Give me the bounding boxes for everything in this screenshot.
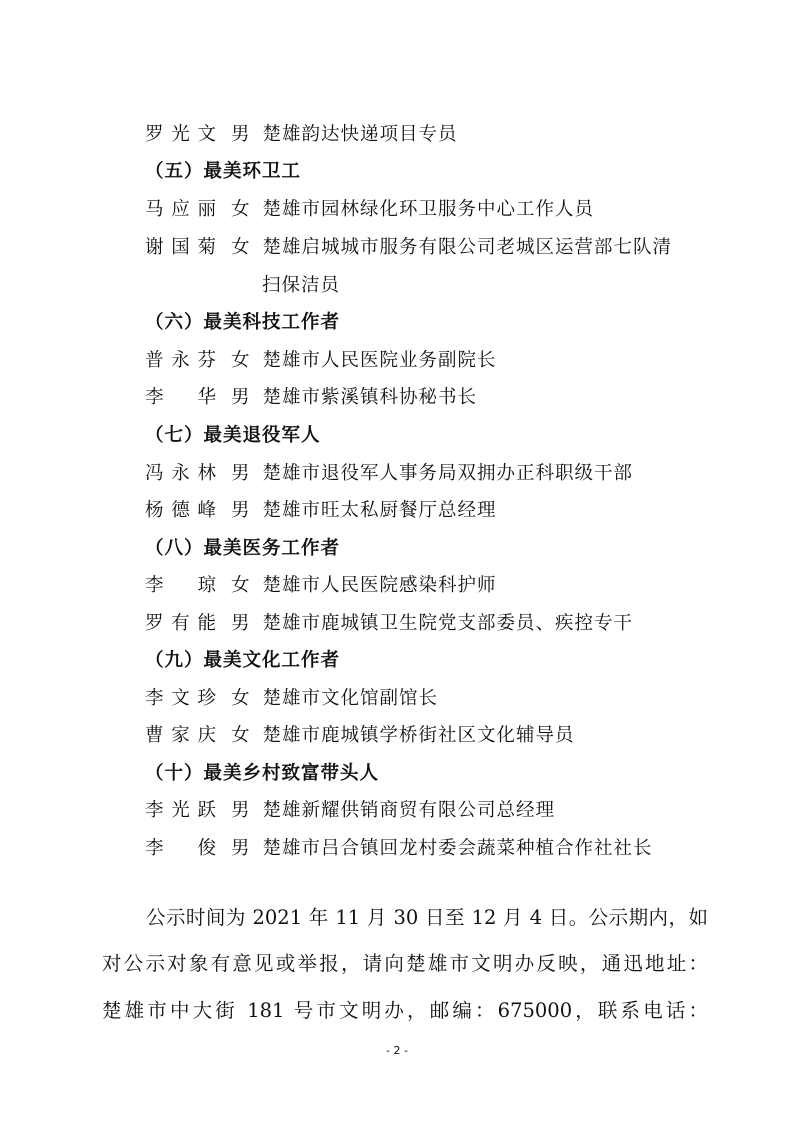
person-name: 杨德峰 bbox=[145, 500, 217, 521]
person-desc: 楚雄市旺太私厨餐厅总经理 bbox=[262, 500, 497, 521]
person-gender: 男 bbox=[231, 463, 251, 484]
person-name: 罗光文 bbox=[145, 124, 217, 145]
entry-line bbox=[145, 236, 704, 260]
person-desc: 楚雄市鹿城镇卫生院党支部委员、疾控专干 bbox=[262, 613, 634, 634]
section-heading: （九）最美文化工作者 bbox=[145, 650, 341, 671]
person-desc: 楚雄市园林绿化环卫服务中心工作人员 bbox=[262, 199, 595, 220]
entry-line bbox=[145, 462, 704, 486]
person-name: 罗有能 bbox=[145, 613, 217, 634]
entry-line bbox=[145, 198, 704, 222]
person-desc: 楚雄市文化馆副馆长 bbox=[262, 688, 439, 709]
person-gender: 女 bbox=[231, 199, 251, 220]
person-gender: 男 bbox=[231, 613, 251, 634]
person-desc: 楚雄启城城市服务有限公司老城区运营部七队清 bbox=[262, 237, 673, 258]
person-name: 曹家庆 bbox=[145, 725, 217, 746]
person-gender: 女 bbox=[231, 575, 251, 596]
person-desc: 楚雄市人民医院感染科护师 bbox=[262, 575, 497, 596]
person-gender: 女 bbox=[231, 350, 251, 371]
person-name: 李 华 bbox=[145, 387, 217, 408]
entry-line bbox=[145, 799, 704, 823]
person-gender: 女 bbox=[231, 725, 251, 746]
section-heading: （六）最美科技工作者 bbox=[145, 312, 341, 333]
entry-line bbox=[145, 349, 704, 373]
person-gender: 男 bbox=[231, 838, 251, 859]
page-number: - 2 - bbox=[386, 1044, 408, 1057]
section-heading: （十）最美乡村致富带头人 bbox=[145, 763, 380, 784]
notice-line: 对公示对象有意见或举报，请向楚雄市文明办反映，通迅地址： bbox=[102, 952, 708, 975]
person-name: 谢国菊 bbox=[145, 237, 217, 258]
person-desc: 楚雄市吕合镇回龙村委会蔬菜种植合作社社长 bbox=[262, 838, 653, 859]
person-name: 李光跃 bbox=[145, 800, 217, 821]
notice-line: 公示时间为 2021 年 11 月 30 日至 12 月 4 日。公示期内，如 bbox=[146, 906, 708, 929]
person-desc: 楚雄市退役军人事务局双拥办正科职级干部 bbox=[262, 463, 634, 484]
person-name: 普永芬 bbox=[145, 350, 217, 371]
person-name: 李 琼 bbox=[145, 575, 217, 596]
section-heading: （五）最美环卫工 bbox=[145, 161, 302, 182]
entry-line bbox=[145, 386, 704, 410]
person-desc: 楚雄韵达快递项目专员 bbox=[262, 124, 458, 145]
entry-line bbox=[145, 574, 704, 598]
entry-line bbox=[145, 837, 704, 861]
person-name: 李 俊 bbox=[145, 838, 217, 859]
person-name: 李文珍 bbox=[145, 688, 217, 709]
person-desc: 楚雄市人民医院业务副院长 bbox=[262, 350, 497, 371]
entry-line bbox=[145, 499, 704, 523]
person-gender: 男 bbox=[231, 800, 251, 821]
person-desc: 楚雄市鹿城镇学桥街社区文化辅导员 bbox=[262, 725, 575, 746]
person-gender: 男 bbox=[231, 387, 251, 408]
person-desc: 楚雄新耀供销商贸有限公司总经理 bbox=[262, 800, 556, 821]
notice-line: 楚雄市中大街 181 号市文明办，邮编：675000，联系电话： bbox=[102, 999, 708, 1022]
person-desc: 楚雄市紫溪镇科协秘书长 bbox=[262, 387, 478, 408]
person-gender: 男 bbox=[231, 500, 251, 521]
section-heading: （七）最美退役军人 bbox=[145, 425, 321, 446]
person-gender: 女 bbox=[231, 237, 251, 258]
entry-line bbox=[145, 724, 704, 748]
entry-continuation: 扫保洁员 bbox=[262, 275, 341, 296]
entry-line bbox=[145, 687, 704, 711]
entry-line bbox=[145, 612, 704, 636]
section-heading: （八）最美医务工作者 bbox=[145, 538, 341, 559]
person-name: 冯永林 bbox=[145, 463, 217, 484]
person-name: 马应丽 bbox=[145, 199, 217, 220]
person-gender: 女 bbox=[231, 688, 251, 709]
entry-line bbox=[145, 123, 704, 147]
person-gender: 男 bbox=[231, 124, 251, 145]
